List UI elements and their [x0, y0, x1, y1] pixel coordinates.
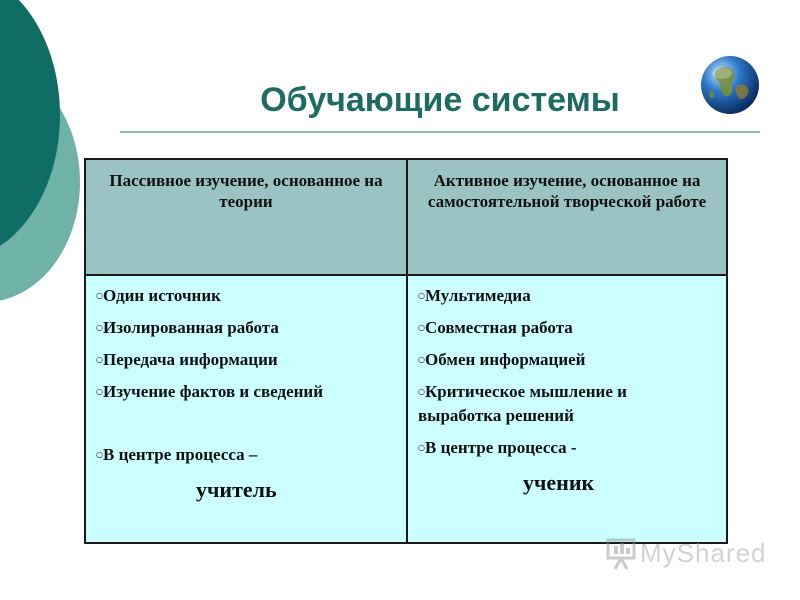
bullet-icon: ○	[96, 450, 103, 459]
list-item: ○Критическое мышление и	[418, 382, 627, 401]
list-item: ○Изолированная работа	[96, 318, 279, 337]
center-of-process-student: ученик	[523, 470, 595, 495]
list-item: ○В центре процесса -	[418, 438, 577, 457]
watermark	[606, 536, 766, 570]
globe-icon	[700, 55, 760, 115]
list-item: ○Обмен информацией	[418, 350, 586, 369]
comparison-table	[84, 158, 728, 544]
bullet-icon: ○	[418, 443, 425, 452]
bullet-icon: ○	[418, 291, 425, 300]
bullet-icon: ○	[418, 323, 425, 332]
watermark-text: MyShared	[640, 538, 767, 568]
list-item: ○Мультимедиа	[418, 286, 531, 305]
bullet-icon: ○	[418, 387, 425, 396]
list-item: ○Один источник	[96, 286, 221, 305]
center-of-process-teacher: учитель	[196, 477, 277, 502]
bullet-icon: ○	[418, 355, 425, 364]
bullet-icon: ○	[96, 355, 103, 364]
list-item: ○В центре процесса –	[96, 445, 258, 464]
bullet-icon: ○	[96, 323, 103, 332]
list-item: ○Передача информации	[96, 350, 278, 369]
list-item: ○Совместная работа	[418, 318, 573, 337]
list-item-continuation: выработка решений	[418, 406, 574, 425]
list-item: ○Изучение фактов и сведений	[96, 382, 324, 401]
passive-learning-header: Пассивное изучение, основанное на теории	[86, 160, 408, 274]
passive-learning-cell	[86, 274, 408, 542]
bullet-icon: ○	[96, 387, 103, 396]
presentation-board-icon	[606, 536, 636, 570]
slide-title: Обучающие системы	[260, 81, 620, 119]
active-learning-cell	[408, 274, 726, 542]
bullet-icon: ○	[96, 291, 103, 300]
active-learning-header: Активное изучение, основанное на самостоятельной творческой работе	[408, 160, 726, 274]
title-divider	[120, 131, 760, 133]
